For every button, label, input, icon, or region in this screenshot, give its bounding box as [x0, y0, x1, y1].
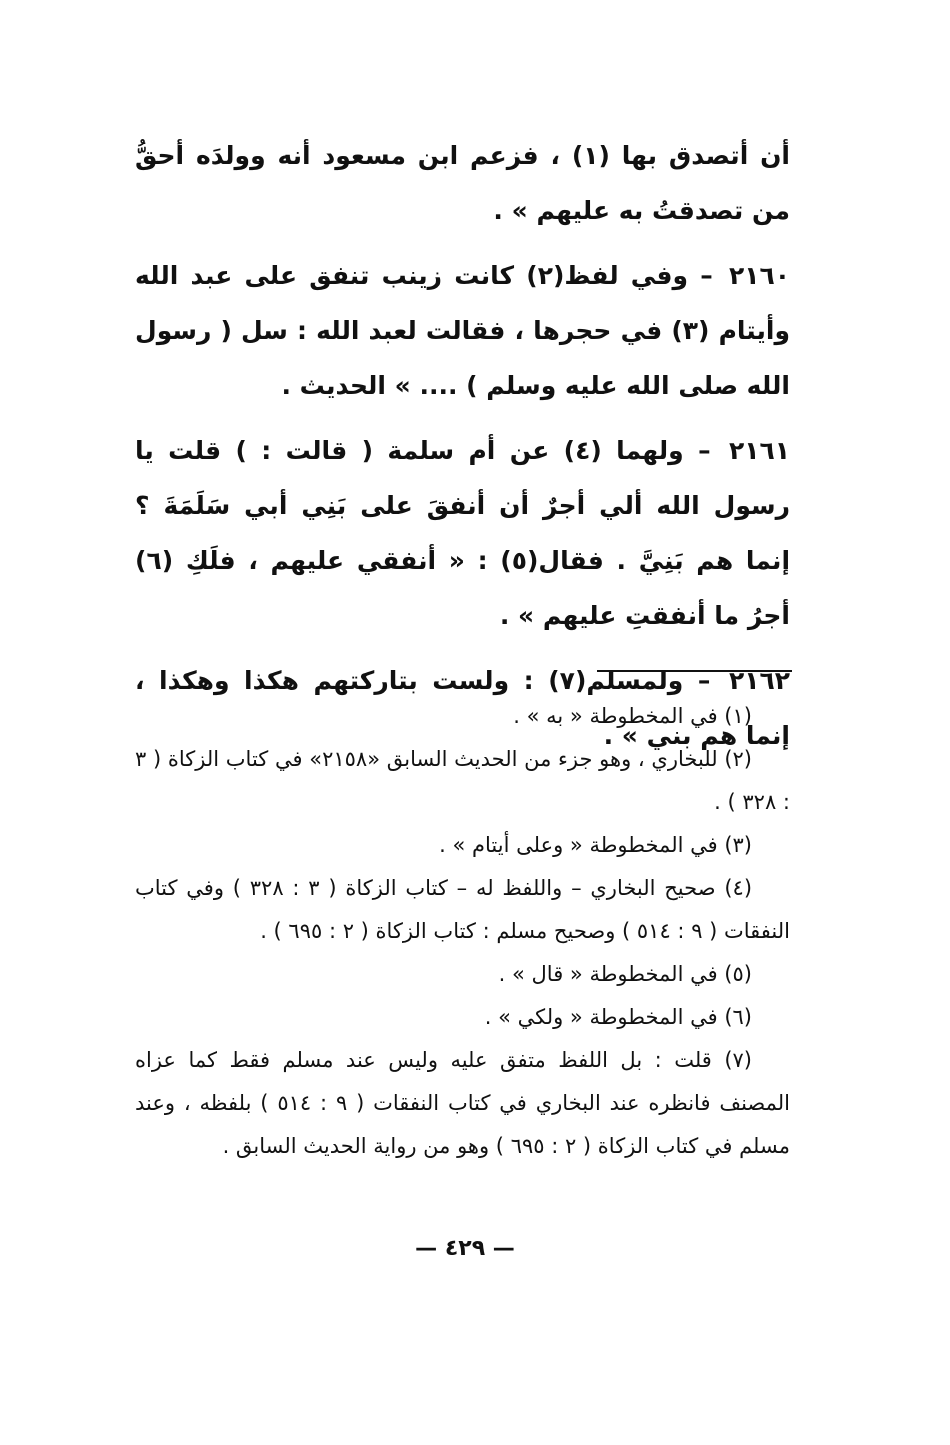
- footnote-separator: [597, 670, 792, 672]
- footnote-4: (٤) صحيح البخاري – واللفظ له – كتاب الزكاة ( ٣ : ٣٢٨ ) وفي كتاب النفقات ( ٩ : ٥١٤ ) وصحيح مسلم : كتاب الزكاة ( ٢ : ٦٩٥ ) .: [135, 876, 790, 943]
- footnote-6: (٦) في المخطوطة « ولكي » .: [484, 1005, 752, 1029]
- footnote-7: (٧) قلت : بل اللفظ متفق عليه وليس عند مسلم فقط كما عزاه المصنف فانظره عند البخاري في كتاب النفقات ( ٩ : ٥١٤ ) بلفظه ، وعند مسلم في كتاب الزكاة ( ٢ : ٦٩٥ ) وهو من رواية الحديث السابق .: [135, 1048, 790, 1158]
- hadith-text: – وفي لفظ(٢) كانت زينب تنفق على عبد الله وأيتام (٣) في حجرها ، فقالت لعبد الله : سل ( رسول الله صلى الله عليه وسلم ) .... » الحديث .: [135, 261, 790, 400]
- paragraph-continuation: [135, 128, 790, 238]
- hadith-text: – ولهما (٤) عن أم سلمة ( قالت : ) قلت يا رسول الله ألي أجرٌ أن أنفقَ على بَنِي أبي سَلَمَةَ ؟ إنما هم بَنِيَّ . فقال(٥) : « أنفقي عليهم ، فلَكِ (٦) أجرُ ما أنفقتِ عليهم » .: [135, 436, 791, 630]
- footnote-1: (١) في المخطوطة « به » .: [513, 704, 752, 728]
- hadith-text: – ولمسلم(٧) : ولست بتاركتهم هكذا وهكذا ، إنما هم بني » .: [135, 666, 790, 750]
- hadith-2160: [135, 248, 790, 413]
- hadith-number: ٢١٦١: [728, 436, 790, 465]
- footnotes: [135, 695, 790, 1168]
- footnote-5: (٥) في المخطوطة « قال » .: [498, 962, 752, 986]
- paragraph-text: أن أتصدق بها (١) ، فزعم ابن مسعود أنه وولدَه أحقُّ من تصدقتُ به عليهم » .: [135, 141, 791, 225]
- hadith-2161: [135, 423, 790, 643]
- footnote-2: (٢) للبخاري ، وهو جزء من الحديث السابق «٢١٥٨» في كتاب الزكاة ( ٣ : ٣٢٨ ) .: [135, 747, 790, 814]
- page-number: — ٤٢٩ —: [415, 1236, 515, 1261]
- footnote-3: (٣) في المخطوطة « وعلى أيتام » .: [439, 833, 752, 857]
- main-text: [135, 128, 790, 763]
- hadith-number: ٢١٦٢: [728, 666, 790, 695]
- hadith-number: ٢١٦٠: [728, 261, 791, 290]
